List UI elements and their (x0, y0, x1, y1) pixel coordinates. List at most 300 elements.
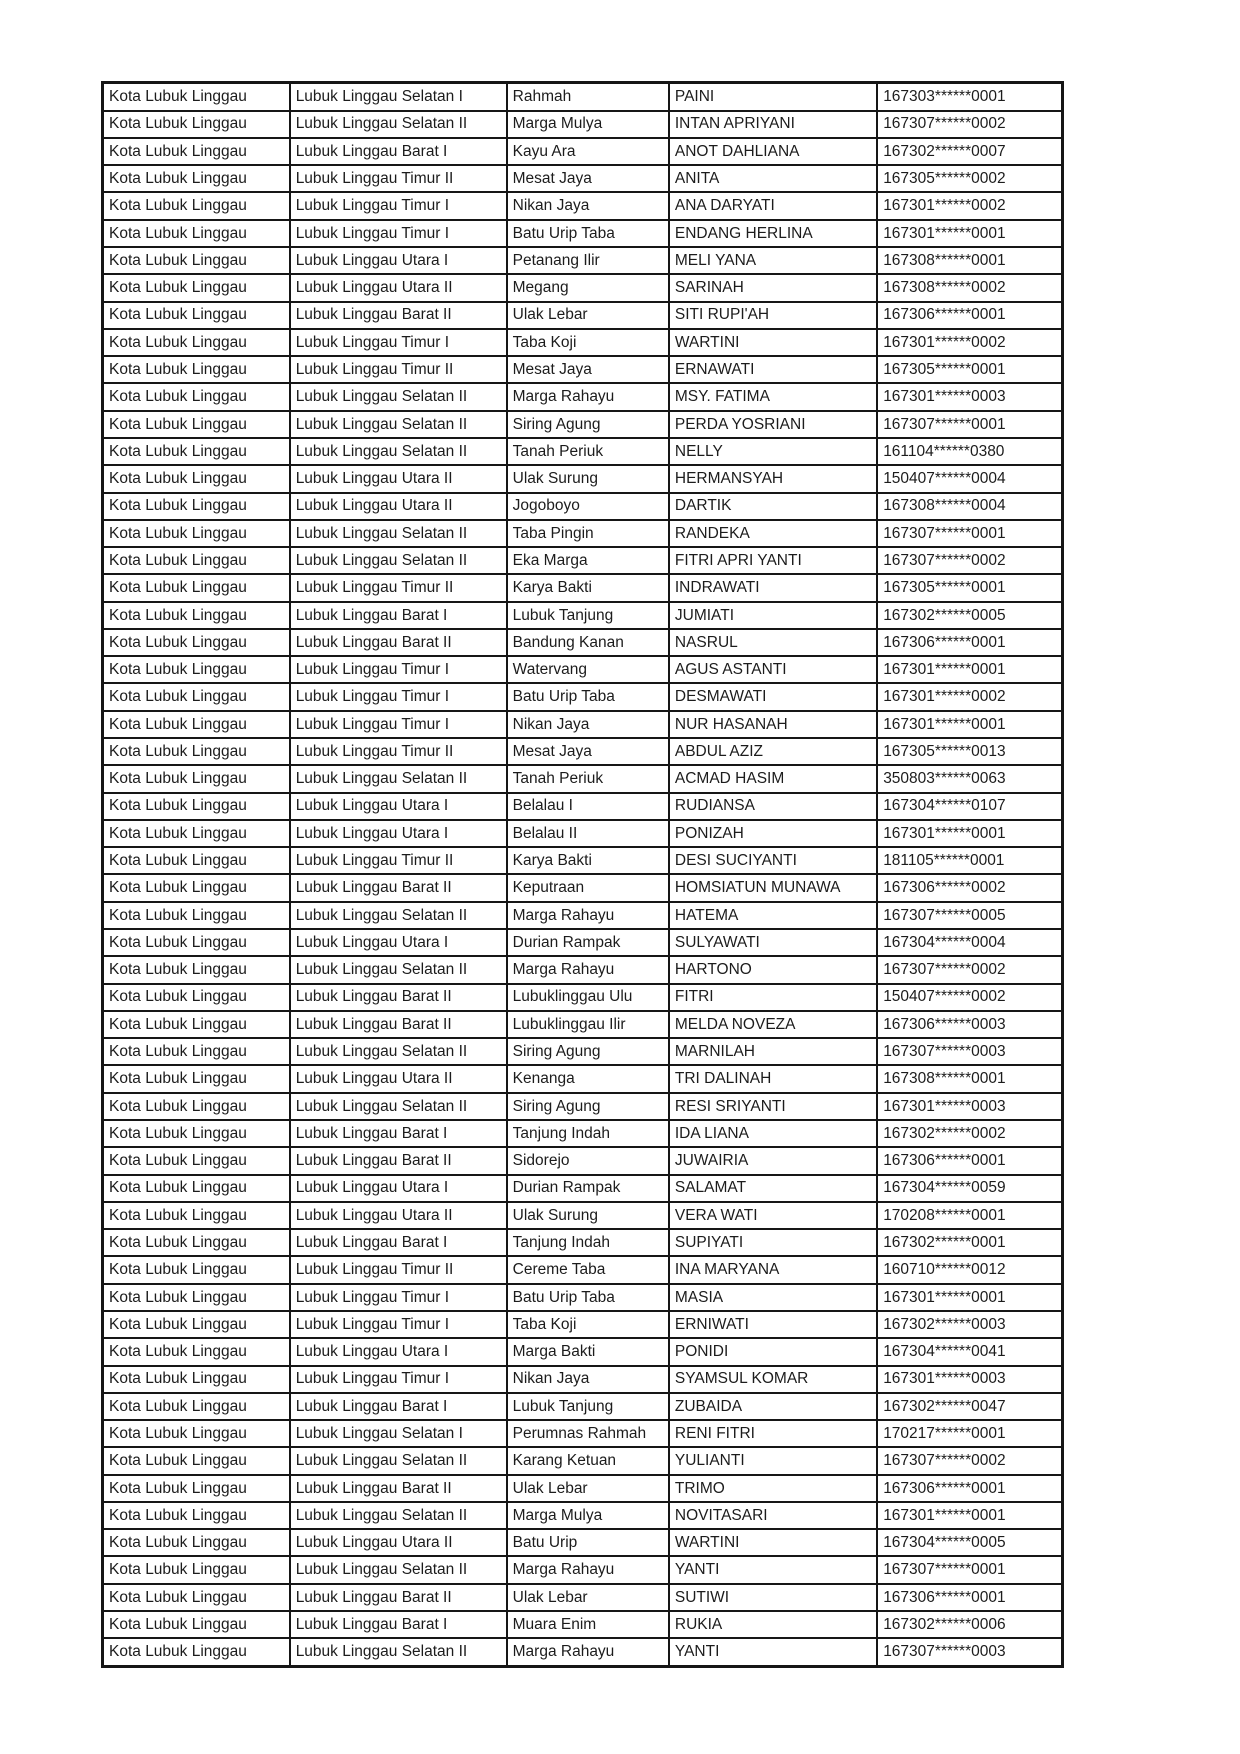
cell-city: Kota Lubuk Linggau (103, 847, 290, 874)
cell-district: Lubuk Linggau Barat II (290, 629, 507, 656)
cell-id-masked: 161104******0380 (877, 438, 1062, 465)
cell-id-masked: 167306******0001 (877, 1475, 1062, 1502)
cell-id-masked: 167301******0001 (877, 1502, 1062, 1529)
table-row (103, 356, 1063, 383)
cell-person-name: YANTI (669, 1638, 877, 1666)
cell-person-name: ERNAWATI (669, 356, 877, 383)
cell-city: Kota Lubuk Linggau (103, 465, 290, 492)
cell-village: Marga Bakti (507, 1338, 669, 1365)
table-row (103, 111, 1063, 138)
table-row (103, 1284, 1063, 1311)
table-row (103, 820, 1063, 847)
table-row (103, 765, 1063, 792)
cell-person-name: RESI SRIYANTI (669, 1093, 877, 1120)
cell-village: Marga Rahayu (507, 383, 669, 410)
cell-city: Kota Lubuk Linggau (103, 1311, 290, 1338)
cell-id-masked: 167302******0006 (877, 1611, 1062, 1638)
cell-person-name: WARTINI (669, 1529, 877, 1556)
cell-person-name: HOMSIATUN MUNAWA (669, 874, 877, 901)
table-row (103, 547, 1063, 574)
cell-id-masked: 167304******0004 (877, 929, 1062, 956)
cell-person-name: ANOT DAHLIANA (669, 138, 877, 165)
table-row (103, 1147, 1063, 1174)
table-row (103, 874, 1063, 901)
cell-district: Lubuk Linggau Selatan II (290, 383, 507, 410)
cell-village: Ulak Surung (507, 1202, 669, 1229)
cell-city: Kota Lubuk Linggau (103, 329, 290, 356)
cell-city: Kota Lubuk Linggau (103, 192, 290, 219)
table-row (103, 1393, 1063, 1420)
cell-village: Siring Agung (507, 1038, 669, 1065)
residents-table-body (103, 83, 1063, 1667)
cell-district: Lubuk Linggau Timur II (290, 356, 507, 383)
cell-city: Kota Lubuk Linggau (103, 383, 290, 410)
table-row (103, 1011, 1063, 1038)
cell-district: Lubuk Linggau Timur I (290, 220, 507, 247)
cell-city: Kota Lubuk Linggau (103, 1011, 290, 1038)
cell-person-name: JUWAIRIA (669, 1147, 877, 1174)
cell-city: Kota Lubuk Linggau (103, 793, 290, 820)
table-row (103, 247, 1063, 274)
cell-person-name: RUDIANSA (669, 793, 877, 820)
cell-person-name: SYAMSUL KOMAR (669, 1366, 877, 1393)
cell-city: Kota Lubuk Linggau (103, 1147, 290, 1174)
cell-city: Kota Lubuk Linggau (103, 547, 290, 574)
table-row (103, 1447, 1063, 1474)
cell-district: Lubuk Linggau Selatan II (290, 1502, 507, 1529)
cell-id-masked: 167306******0001 (877, 1147, 1062, 1174)
table-row (103, 1556, 1063, 1583)
table-row (103, 83, 1063, 111)
cell-person-name: VERA WATI (669, 1202, 877, 1229)
cell-id-masked: 167307******0001 (877, 1556, 1062, 1583)
table-row (103, 902, 1063, 929)
cell-city: Kota Lubuk Linggau (103, 738, 290, 765)
cell-village: Taba Koji (507, 329, 669, 356)
table-row (103, 793, 1063, 820)
cell-village: Jogoboyo (507, 493, 669, 520)
cell-person-name: MELI YANA (669, 247, 877, 274)
cell-village: Muara Enim (507, 1611, 669, 1638)
cell-district: Lubuk Linggau Utara I (290, 1338, 507, 1365)
cell-person-name: NUR HASANAH (669, 711, 877, 738)
cell-district: Lubuk Linggau Barat II (290, 1584, 507, 1611)
table-row (103, 438, 1063, 465)
cell-city: Kota Lubuk Linggau (103, 1256, 290, 1283)
cell-person-name: HARTONO (669, 956, 877, 983)
cell-district: Lubuk Linggau Barat I (290, 1393, 507, 1420)
cell-district: Lubuk Linggau Timur II (290, 1256, 507, 1283)
cell-village: Mesat Jaya (507, 356, 669, 383)
table-row (103, 1502, 1063, 1529)
cell-village: Lubuklinggau Ulu (507, 984, 669, 1011)
cell-id-masked: 167307******0002 (877, 956, 1062, 983)
cell-city: Kota Lubuk Linggau (103, 138, 290, 165)
cell-city: Kota Lubuk Linggau (103, 1502, 290, 1529)
cell-person-name: DARTIK (669, 493, 877, 520)
cell-village: Tanjung Indah (507, 1120, 669, 1147)
cell-village: Perumnas Rahmah (507, 1420, 669, 1447)
cell-city: Kota Lubuk Linggau (103, 520, 290, 547)
cell-district: Lubuk Linggau Selatan II (290, 411, 507, 438)
cell-city: Kota Lubuk Linggau (103, 956, 290, 983)
cell-person-name: HATEMA (669, 902, 877, 929)
cell-city: Kota Lubuk Linggau (103, 656, 290, 683)
cell-id-masked: 167301******0002 (877, 192, 1062, 219)
cell-district: Lubuk Linggau Selatan II (290, 1638, 507, 1666)
cell-village: Petanang Ilir (507, 247, 669, 274)
cell-district: Lubuk Linggau Barat II (290, 984, 507, 1011)
cell-village: Marga Rahayu (507, 1638, 669, 1666)
cell-id-masked: 167301******0001 (877, 220, 1062, 247)
cell-person-name: PERDA YOSRIANI (669, 411, 877, 438)
cell-id-masked: 167307******0005 (877, 902, 1062, 929)
cell-village: Lubuk Tanjung (507, 1393, 669, 1420)
cell-id-masked: 167302******0047 (877, 1393, 1062, 1420)
cell-id-masked: 167302******0002 (877, 1120, 1062, 1147)
cell-district: Lubuk Linggau Utara I (290, 929, 507, 956)
cell-village: Tanah Periuk (507, 765, 669, 792)
cell-district: Lubuk Linggau Utara I (290, 247, 507, 274)
cell-village: Taba Koji (507, 1311, 669, 1338)
cell-district: Lubuk Linggau Utara I (290, 1175, 507, 1202)
cell-id-masked: 167302******0003 (877, 1311, 1062, 1338)
cell-village: Lubuk Tanjung (507, 602, 669, 629)
cell-city: Kota Lubuk Linggau (103, 683, 290, 710)
table-row (103, 1529, 1063, 1556)
cell-id-masked: 167301******0001 (877, 711, 1062, 738)
cell-city: Kota Lubuk Linggau (103, 1420, 290, 1447)
cell-id-masked: 167307******0002 (877, 1447, 1062, 1474)
table-row (103, 138, 1063, 165)
table-row (103, 602, 1063, 629)
cell-district: Lubuk Linggau Selatan II (290, 438, 507, 465)
cell-village: Nikan Jaya (507, 1366, 669, 1393)
cell-district: Lubuk Linggau Barat I (290, 1611, 507, 1638)
cell-id-masked: 350803******0063 (877, 765, 1062, 792)
table-row (103, 165, 1063, 192)
cell-city: Kota Lubuk Linggau (103, 356, 290, 383)
cell-district: Lubuk Linggau Barat I (290, 138, 507, 165)
table-row (103, 738, 1063, 765)
cell-person-name: YULIANTI (669, 1447, 877, 1474)
cell-id-masked: 167308******0001 (877, 247, 1062, 274)
cell-id-masked: 167307******0003 (877, 1638, 1062, 1666)
cell-village: Ulak Surung (507, 465, 669, 492)
table-row (103, 465, 1063, 492)
table-row (103, 220, 1063, 247)
cell-id-masked: 167306******0002 (877, 874, 1062, 901)
cell-person-name: ANITA (669, 165, 877, 192)
cell-person-name: HERMANSYAH (669, 465, 877, 492)
cell-village: Tanah Periuk (507, 438, 669, 465)
table-row (103, 520, 1063, 547)
cell-person-name: RUKIA (669, 1611, 877, 1638)
cell-id-masked: 167306******0001 (877, 629, 1062, 656)
cell-id-masked: 167302******0001 (877, 1229, 1062, 1256)
cell-person-name: SARINAH (669, 274, 877, 301)
cell-person-name: TRIMO (669, 1475, 877, 1502)
cell-person-name: FITRI (669, 984, 877, 1011)
cell-id-masked: 167301******0003 (877, 1093, 1062, 1120)
cell-district: Lubuk Linggau Utara II (290, 1202, 507, 1229)
cell-district: Lubuk Linggau Timur I (290, 1284, 507, 1311)
cell-village: Lubuklinggau Ilir (507, 1011, 669, 1038)
cell-id-masked: 167301******0001 (877, 820, 1062, 847)
cell-district: Lubuk Linggau Timur II (290, 847, 507, 874)
cell-village: Taba Pingin (507, 520, 669, 547)
cell-city: Kota Lubuk Linggau (103, 1093, 290, 1120)
cell-person-name: TRI DALINAH (669, 1065, 877, 1092)
cell-id-masked: 167306******0001 (877, 1584, 1062, 1611)
cell-person-name: ACMAD HASIM (669, 765, 877, 792)
cell-district: Lubuk Linggau Barat II (290, 1147, 507, 1174)
cell-person-name: RENI FITRI (669, 1420, 877, 1447)
cell-village: Watervang (507, 656, 669, 683)
cell-id-masked: 167307******0003 (877, 1038, 1062, 1065)
cell-village: Bandung Kanan (507, 629, 669, 656)
table-row (103, 956, 1063, 983)
cell-village: Siring Agung (507, 411, 669, 438)
cell-village: Ulak Lebar (507, 302, 669, 329)
cell-person-name: NASRUL (669, 629, 877, 656)
cell-id-masked: 167304******0041 (877, 1338, 1062, 1365)
cell-district: Lubuk Linggau Utara II (290, 1065, 507, 1092)
table-row (103, 1611, 1063, 1638)
cell-city: Kota Lubuk Linggau (103, 1556, 290, 1583)
cell-district: Lubuk Linggau Selatan II (290, 1093, 507, 1120)
cell-city: Kota Lubuk Linggau (103, 83, 290, 111)
cell-city: Kota Lubuk Linggau (103, 493, 290, 520)
cell-district: Lubuk Linggau Timur I (290, 711, 507, 738)
cell-city: Kota Lubuk Linggau (103, 711, 290, 738)
cell-person-name: PONIDI (669, 1338, 877, 1365)
cell-id-masked: 167303******0001 (877, 83, 1062, 111)
cell-city: Kota Lubuk Linggau (103, 220, 290, 247)
table-row (103, 656, 1063, 683)
cell-district: Lubuk Linggau Utara I (290, 793, 507, 820)
cell-id-masked: 167301******0001 (877, 1284, 1062, 1311)
cell-person-name: MASIA (669, 1284, 877, 1311)
cell-district: Lubuk Linggau Utara II (290, 274, 507, 301)
cell-person-name: DESMAWATI (669, 683, 877, 710)
cell-id-masked: 167301******0003 (877, 1366, 1062, 1393)
table-row (103, 929, 1063, 956)
cell-id-masked: 167308******0001 (877, 1065, 1062, 1092)
cell-city: Kota Lubuk Linggau (103, 1120, 290, 1147)
cell-village: Batu Urip Taba (507, 683, 669, 710)
cell-district: Lubuk Linggau Timur I (290, 683, 507, 710)
cell-person-name: SALAMAT (669, 1175, 877, 1202)
cell-city: Kota Lubuk Linggau (103, 1038, 290, 1065)
table-row (103, 274, 1063, 301)
cell-city: Kota Lubuk Linggau (103, 411, 290, 438)
cell-id-masked: 167307******0001 (877, 411, 1062, 438)
table-row (103, 1311, 1063, 1338)
cell-village: Belalau II (507, 820, 669, 847)
cell-person-name: ZUBAIDA (669, 1393, 877, 1420)
cell-city: Kota Lubuk Linggau (103, 765, 290, 792)
cell-district: Lubuk Linggau Timur I (290, 656, 507, 683)
cell-person-name: INDRAWATI (669, 574, 877, 601)
cell-city: Kota Lubuk Linggau (103, 1229, 290, 1256)
cell-district: Lubuk Linggau Barat II (290, 302, 507, 329)
cell-district: Lubuk Linggau Barat I (290, 602, 507, 629)
cell-id-masked: 167301******0002 (877, 683, 1062, 710)
cell-id-masked: 167302******0007 (877, 138, 1062, 165)
cell-district: Lubuk Linggau Selatan II (290, 1038, 507, 1065)
cell-person-name: ENDANG HERLINA (669, 220, 877, 247)
cell-city: Kota Lubuk Linggau (103, 1447, 290, 1474)
cell-person-name: SUTIWI (669, 1584, 877, 1611)
cell-id-masked: 167302******0005 (877, 602, 1062, 629)
table-row (103, 1065, 1063, 1092)
cell-city: Kota Lubuk Linggau (103, 984, 290, 1011)
cell-person-name: SULYAWATI (669, 929, 877, 956)
cell-city: Kota Lubuk Linggau (103, 1584, 290, 1611)
cell-district: Lubuk Linggau Timur I (290, 192, 507, 219)
cell-id-masked: 167301******0003 (877, 383, 1062, 410)
table-row (103, 574, 1063, 601)
cell-person-name: DESI SUCIYANTI (669, 847, 877, 874)
cell-district: Lubuk Linggau Selatan II (290, 956, 507, 983)
cell-district: Lubuk Linggau Utara II (290, 1529, 507, 1556)
cell-id-masked: 167304******0107 (877, 793, 1062, 820)
cell-district: Lubuk Linggau Timur I (290, 1366, 507, 1393)
cell-district: Lubuk Linggau Selatan II (290, 111, 507, 138)
cell-id-masked: 150407******0002 (877, 984, 1062, 1011)
table-row (103, 1584, 1063, 1611)
table-row (103, 847, 1063, 874)
cell-id-masked: 167306******0003 (877, 1011, 1062, 1038)
cell-city: Kota Lubuk Linggau (103, 1338, 290, 1365)
cell-village: Ulak Lebar (507, 1584, 669, 1611)
cell-city: Kota Lubuk Linggau (103, 629, 290, 656)
residents-table (101, 81, 1064, 1668)
residents-table-container (101, 81, 1064, 1668)
cell-id-masked: 170208******0001 (877, 1202, 1062, 1229)
table-row (103, 192, 1063, 219)
cell-person-name: ANA DARYATI (669, 192, 877, 219)
cell-id-masked: 160710******0012 (877, 1256, 1062, 1283)
cell-district: Lubuk Linggau Selatan II (290, 765, 507, 792)
cell-id-masked: 167307******0002 (877, 111, 1062, 138)
cell-district: Lubuk Linggau Timur II (290, 574, 507, 601)
cell-id-masked: 167301******0002 (877, 329, 1062, 356)
table-row (103, 1093, 1063, 1120)
cell-village: Cereme Taba (507, 1256, 669, 1283)
cell-id-masked: 150407******0004 (877, 465, 1062, 492)
cell-id-masked: 167307******0002 (877, 547, 1062, 574)
cell-person-name: IDA LIANA (669, 1120, 877, 1147)
cell-person-name: NELLY (669, 438, 877, 465)
cell-id-masked: 167304******0005 (877, 1529, 1062, 1556)
cell-village: Batu Urip (507, 1529, 669, 1556)
table-row (103, 683, 1063, 710)
cell-district: Lubuk Linggau Selatan II (290, 1556, 507, 1583)
table-row (103, 1120, 1063, 1147)
table-row (103, 1229, 1063, 1256)
cell-id-masked: 167305******0001 (877, 356, 1062, 383)
table-row (103, 1256, 1063, 1283)
cell-person-name: AGUS ASTANTI (669, 656, 877, 683)
cell-city: Kota Lubuk Linggau (103, 274, 290, 301)
cell-district: Lubuk Linggau Selatan II (290, 520, 507, 547)
cell-city: Kota Lubuk Linggau (103, 874, 290, 901)
table-row (103, 1202, 1063, 1229)
cell-village: Marga Rahayu (507, 1556, 669, 1583)
cell-id-masked: 167301******0001 (877, 656, 1062, 683)
cell-district: Lubuk Linggau Timur I (290, 1311, 507, 1338)
table-row (103, 383, 1063, 410)
cell-village: Tanjung Indah (507, 1229, 669, 1256)
table-row (103, 329, 1063, 356)
cell-city: Kota Lubuk Linggau (103, 438, 290, 465)
cell-village: Eka Marga (507, 547, 669, 574)
cell-district: Lubuk Linggau Utara II (290, 465, 507, 492)
cell-id-masked: 167305******0013 (877, 738, 1062, 765)
table-row (103, 1638, 1063, 1666)
cell-district: Lubuk Linggau Barat II (290, 874, 507, 901)
table-row (103, 1175, 1063, 1202)
table-row (103, 629, 1063, 656)
cell-village: Durian Rampak (507, 1175, 669, 1202)
cell-city: Kota Lubuk Linggau (103, 1611, 290, 1638)
cell-city: Kota Lubuk Linggau (103, 902, 290, 929)
cell-district: Lubuk Linggau Selatan II (290, 1447, 507, 1474)
cell-village: Megang (507, 274, 669, 301)
cell-city: Kota Lubuk Linggau (103, 1475, 290, 1502)
cell-city: Kota Lubuk Linggau (103, 302, 290, 329)
cell-person-name: INTAN APRIYANI (669, 111, 877, 138)
cell-district: Lubuk Linggau Selatan II (290, 902, 507, 929)
cell-person-name: PONIZAH (669, 820, 877, 847)
cell-district: Lubuk Linggau Selatan I (290, 83, 507, 111)
cell-city: Kota Lubuk Linggau (103, 111, 290, 138)
cell-district: Lubuk Linggau Barat I (290, 1120, 507, 1147)
cell-person-name: FITRI APRI YANTI (669, 547, 877, 574)
cell-city: Kota Lubuk Linggau (103, 574, 290, 601)
cell-city: Kota Lubuk Linggau (103, 602, 290, 629)
cell-village: Batu Urip Taba (507, 1284, 669, 1311)
cell-id-masked: 167305******0001 (877, 574, 1062, 601)
cell-village: Karya Bakti (507, 847, 669, 874)
cell-district: Lubuk Linggau Timur II (290, 165, 507, 192)
cell-village: Marga Mulya (507, 1502, 669, 1529)
cell-village: Kayu Ara (507, 138, 669, 165)
cell-person-name: INA MARYANA (669, 1256, 877, 1283)
cell-city: Kota Lubuk Linggau (103, 820, 290, 847)
cell-village: Marga Rahayu (507, 902, 669, 929)
cell-city: Kota Lubuk Linggau (103, 1065, 290, 1092)
table-row (103, 984, 1063, 1011)
cell-city: Kota Lubuk Linggau (103, 1202, 290, 1229)
table-row (103, 493, 1063, 520)
table-row (103, 1038, 1063, 1065)
cell-village: Nikan Jaya (507, 192, 669, 219)
cell-district: Lubuk Linggau Timur II (290, 738, 507, 765)
cell-city: Kota Lubuk Linggau (103, 1175, 290, 1202)
cell-city: Kota Lubuk Linggau (103, 1284, 290, 1311)
cell-city: Kota Lubuk Linggau (103, 1366, 290, 1393)
cell-city: Kota Lubuk Linggau (103, 165, 290, 192)
cell-person-name: YANTI (669, 1556, 877, 1583)
cell-village: Mesat Jaya (507, 738, 669, 765)
cell-id-masked: 181105******0001 (877, 847, 1062, 874)
cell-district: Lubuk Linggau Selatan II (290, 547, 507, 574)
cell-id-masked: 167304******0059 (877, 1175, 1062, 1202)
table-row (103, 302, 1063, 329)
